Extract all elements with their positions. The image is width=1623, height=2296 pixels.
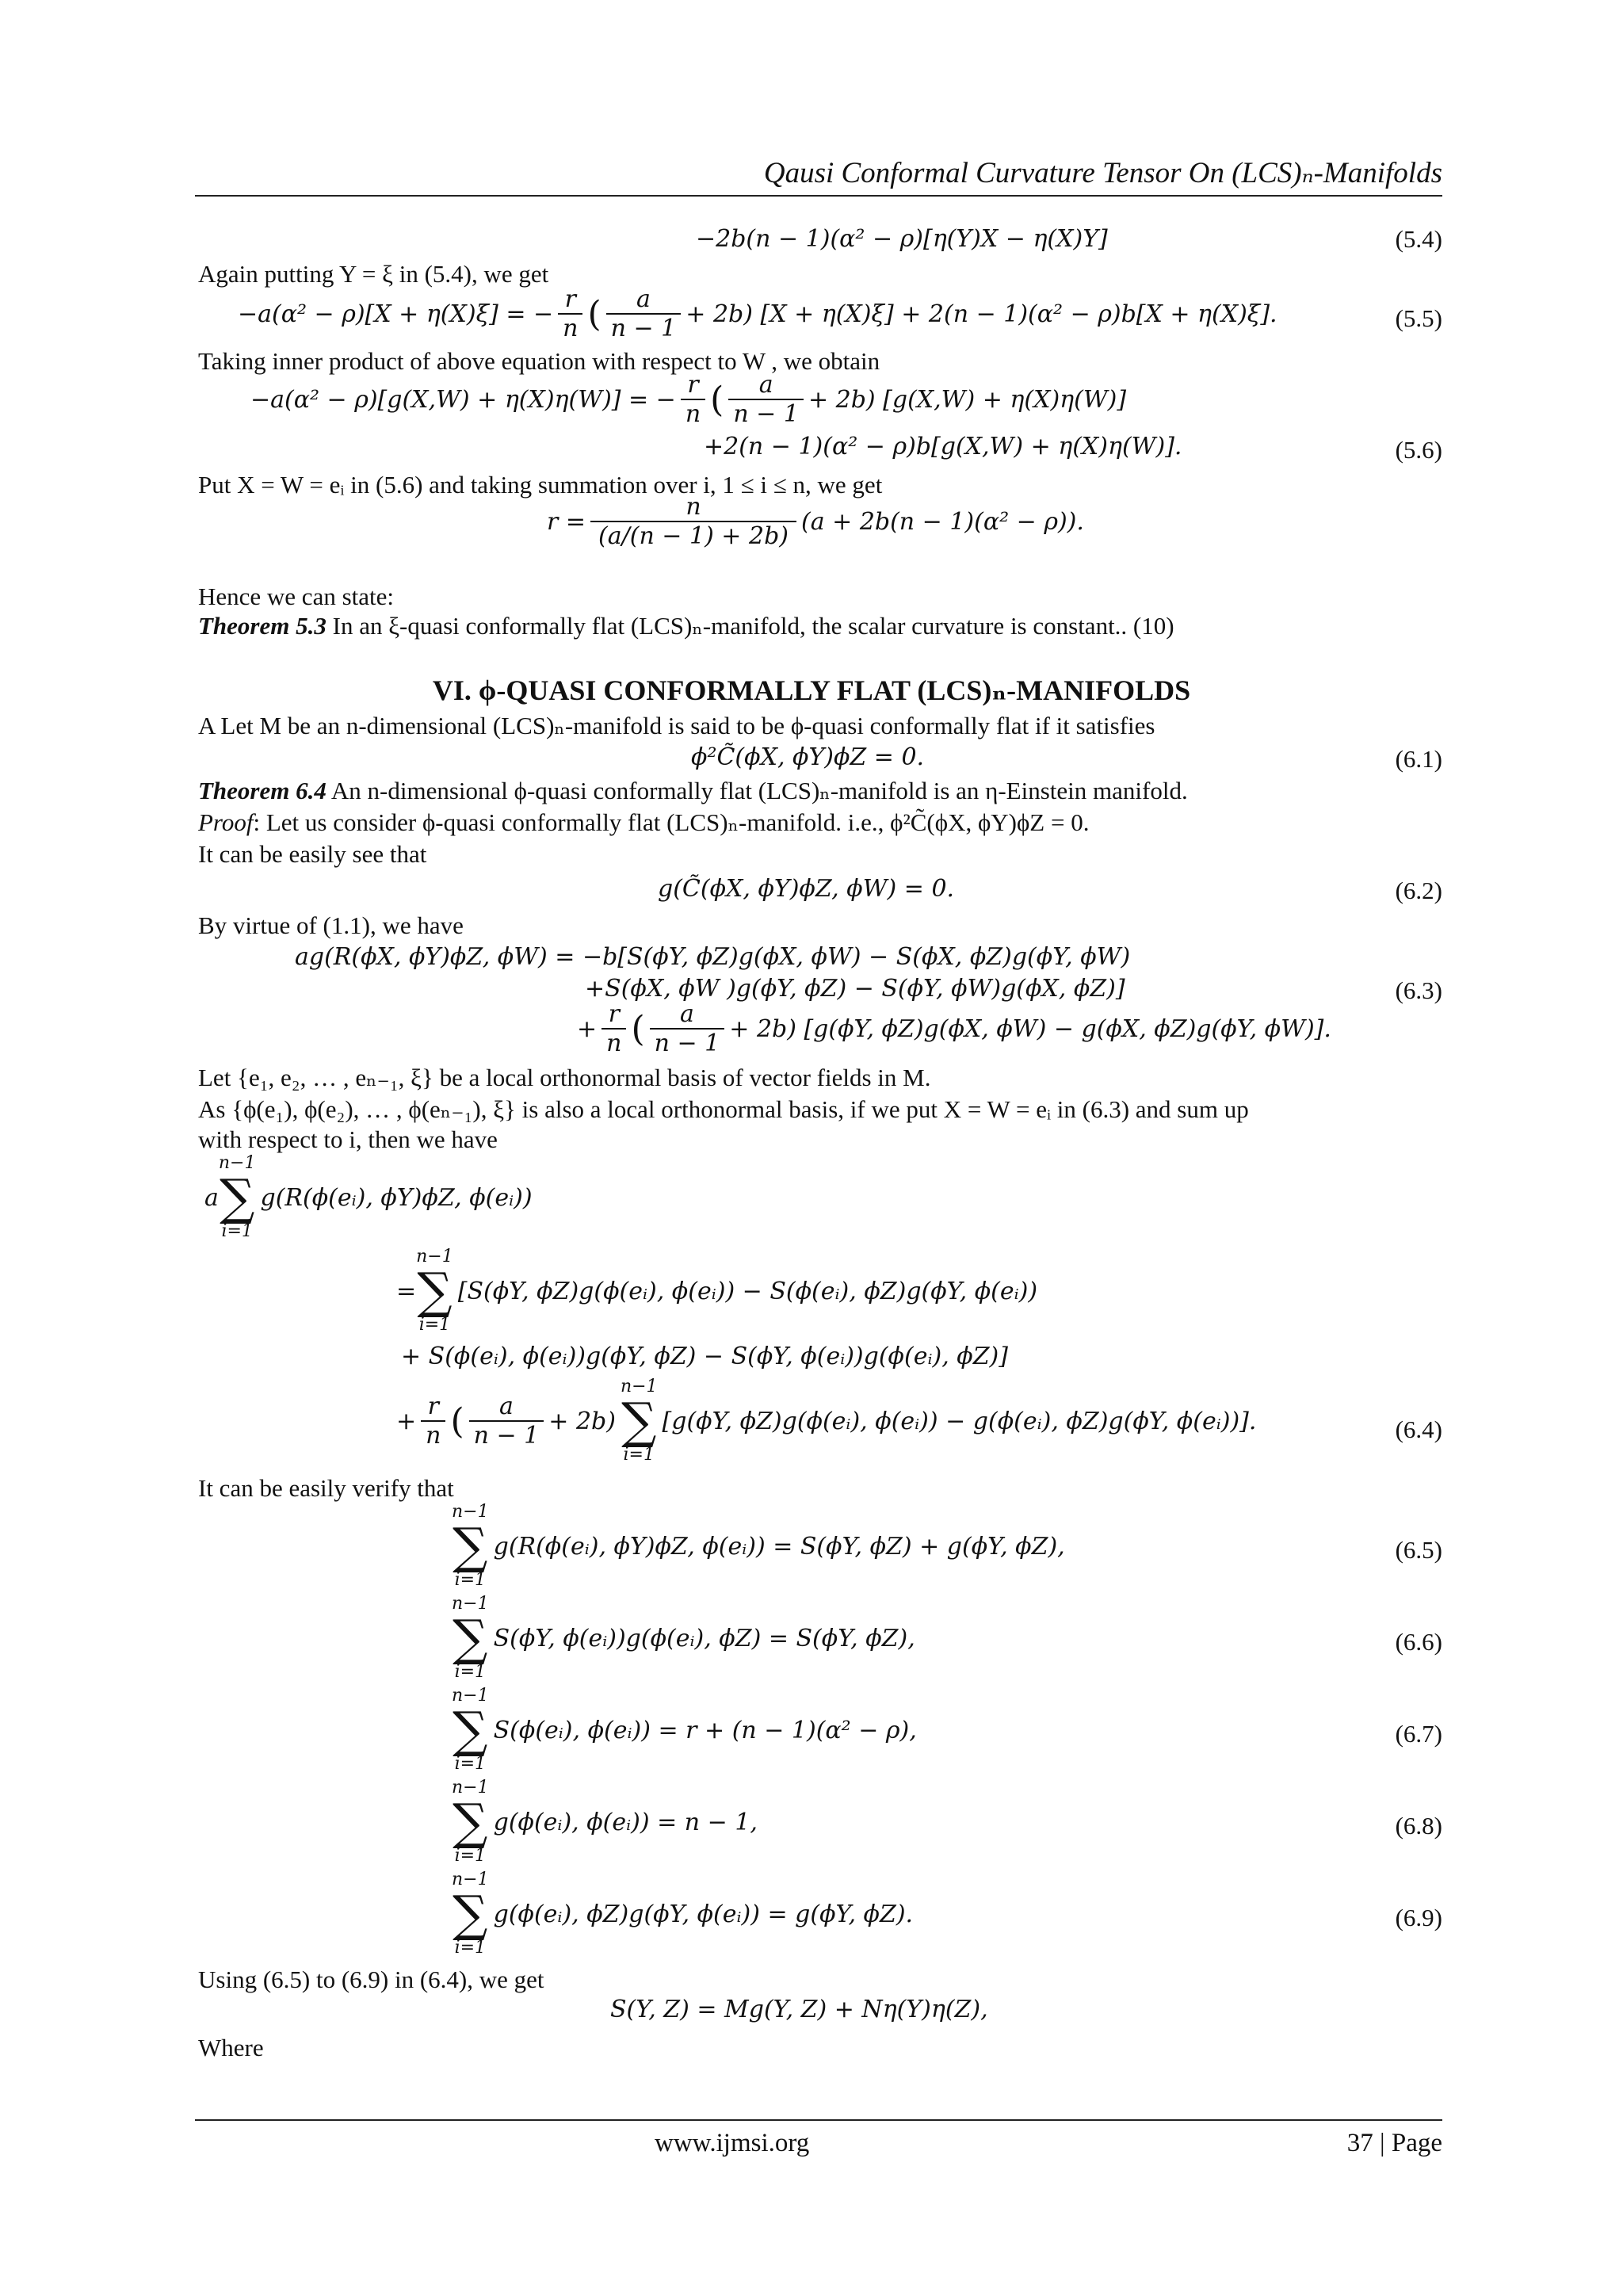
section-heading: VI. ϕ-QUASI CONFORMALLY FLAT (LCS)ₙ-MANIFOLDS xyxy=(432,674,1191,706)
equation-6-7 xyxy=(452,1687,917,1774)
running-header: Qausi Conformal Curvature Tensor On (LCS)ₙ-Manifolds xyxy=(763,157,1442,189)
equation-6-4-line-3: + S(ϕ(eᵢ), ϕ(eᵢ))g(ϕY, ϕZ) − S(ϕY, ϕ(eᵢ))g(ϕ(eᵢ), ϕZ)] xyxy=(401,1343,1008,1370)
sum-lower-limit: i=1 xyxy=(454,1662,487,1682)
equation-number: (6.1) xyxy=(1395,745,1442,773)
sum-lower-limit: i=1 xyxy=(454,1846,487,1866)
sum-upper-limit: n−1 xyxy=(452,1594,489,1614)
denominator: n − 1 xyxy=(469,1420,544,1450)
text-line: Using (6.5) to (6.9) in (6.4), we get xyxy=(198,1966,544,1993)
summation-symbol: n−1 ∑ i=1 xyxy=(218,1153,256,1241)
equation-5-6-line-2: +2(n − 1)(α² − ρ)b[g(X,W) + η(X)η(W)]. xyxy=(704,433,1182,460)
eq-lhs: r = xyxy=(547,507,586,536)
equation-6-4-line-1 xyxy=(204,1154,533,1241)
text-line: Where xyxy=(198,2034,264,2061)
equation-number: (6.8) xyxy=(1395,1812,1442,1839)
eq-term: [S(ϕY, ϕZ)g(ϕ(eᵢ), ϕ(eᵢ)) − S(ϕ(eᵢ), ϕZ)g(ϕY, ϕ(eᵢ)) xyxy=(457,1277,1038,1305)
fraction-r-over-n xyxy=(558,285,582,342)
fraction-r-over-n xyxy=(681,371,705,428)
equation-6-1: ϕ²C̃(ϕX, ϕY)ϕZ = 0. xyxy=(691,743,925,771)
numerator: a xyxy=(499,1392,514,1420)
eq-term: g(ϕ(eᵢ), ϕZ)g(ϕY, ϕ(eᵢ)) = g(ϕY, ϕZ). xyxy=(493,1900,914,1928)
equation-number: (6.2) xyxy=(1395,877,1442,904)
eq-lhs: −a(α² − ρ)[X + η(X)ξ] = − xyxy=(238,300,554,328)
denominator: (a/(n − 1) + 2b) xyxy=(590,521,796,550)
equation-number: (5.6) xyxy=(1395,436,1442,464)
theorem-5-3 xyxy=(198,612,1174,640)
equation-number: (5.4) xyxy=(1395,225,1442,253)
left-paren: ( xyxy=(631,1008,645,1049)
equation-6-9 xyxy=(452,1870,913,1958)
footer-rule xyxy=(195,2119,1442,2121)
fraction-a-over-n-1 xyxy=(650,1000,725,1057)
text-line: Taking inner product of above equation with respect to W , we obtain xyxy=(198,347,880,375)
fraction-a-over-n-1 xyxy=(728,371,804,428)
equation-final: S(Y, Z) = Mg(Y, Z) + Nη(Y)η(Z), xyxy=(610,1996,988,2023)
left-paren: ( xyxy=(587,293,601,334)
theorem-label: Theorem 6.4 xyxy=(198,777,327,804)
equation-number: (6.5) xyxy=(1395,1536,1442,1564)
denominator: n − 1 xyxy=(606,313,682,342)
plus-sign: + xyxy=(577,1014,598,1043)
theorem-text: In an ξ-quasi conformally flat (LCS)ₙ-manifold, the scalar curvature is constant.. (10) xyxy=(326,612,1174,640)
sum-lower-limit: i=1 xyxy=(623,1445,655,1465)
equation-6-5 xyxy=(452,1503,1065,1590)
header-rule xyxy=(195,195,1442,197)
denominator: n xyxy=(681,399,705,428)
fraction-a-over-n-1 xyxy=(469,1392,544,1450)
eq-term: [g(ϕY, ϕZ)g(ϕ(eᵢ), ϕ(eᵢ)) − g(ϕ(eᵢ), ϕZ)g(ϕY, ϕ(eᵢ))]. xyxy=(662,1407,1257,1435)
summation-symbol: n−1 ∑ i=1 xyxy=(452,1594,489,1682)
text-line: Hence we can state: xyxy=(198,583,395,610)
equation-5-5 xyxy=(238,285,1277,342)
sum-upper-limit: n−1 xyxy=(218,1153,256,1173)
eq-term: g(R(ϕ(eᵢ), ϕY)ϕZ, ϕ(eᵢ)) xyxy=(260,1183,533,1212)
denominator: n xyxy=(421,1420,445,1450)
equation-number: (6.9) xyxy=(1395,1904,1442,1931)
eq-term: g(ϕ(eᵢ), ϕ(eᵢ)) = n − 1, xyxy=(493,1808,758,1836)
sum-lower-limit: i=1 xyxy=(454,1754,487,1774)
equation-number: (6.4) xyxy=(1395,1415,1442,1443)
eq-rest: + 2b) [g(X,W) + η(X)η(W)] xyxy=(808,385,1127,414)
sum-upper-limit: n−1 xyxy=(452,1778,489,1797)
summation-symbol: n−1 ∑ i=1 xyxy=(452,1502,489,1590)
summation-symbol: n−1 ∑ i=1 xyxy=(452,1686,489,1774)
eq-rhs: (a + 2b(n − 1)(α² − ρ)). xyxy=(801,507,1084,536)
eq-term: S(ϕY, ϕ(eᵢ))g(ϕ(eᵢ), ϕZ) = S(ϕY, ϕZ), xyxy=(493,1624,915,1652)
equation-number: (6.7) xyxy=(1395,1720,1442,1748)
theorem-text: An n-dimensional ϕ-quasi conformally flat (LCS)ₙ-manifold is an η-Einstein manifold. xyxy=(326,777,1188,804)
numerator: r xyxy=(427,1392,439,1420)
equation-6-3-line-2: +S(ϕX, ϕW )g(ϕY, ϕZ) − S(ϕY, ϕW)g(ϕX, ϕZ)] xyxy=(585,975,1125,1003)
sum-upper-limit: n−1 xyxy=(452,1502,489,1522)
footer-url[interactable]: www.ijmsi.org xyxy=(655,2129,810,2157)
equation-6-3-line-1: ag(R(ϕX, ϕY)ϕZ, ϕW) = −b[S(ϕY, ϕZ)g(ϕX, ϕW) − S(ϕX, ϕZ)g(ϕY, ϕW) xyxy=(295,943,1131,971)
text-line: It can be easily verify that xyxy=(198,1474,454,1502)
equation-number: (6.6) xyxy=(1395,1628,1442,1656)
denominator: n xyxy=(558,313,582,342)
proof-text: : Let us consider ϕ-quasi conformally flat (LCS)ₙ-manifold. i.e., ϕ²C̃(ϕX, ϕY)ϕZ = 0. xyxy=(253,808,1090,836)
sum-upper-limit: n−1 xyxy=(452,1870,489,1889)
text-line: By virtue of (1.1), we have xyxy=(198,911,464,939)
denominator: n − 1 xyxy=(728,399,804,428)
sum-lower-limit: i=1 xyxy=(221,1221,253,1241)
numerator: a xyxy=(636,285,651,313)
equation-6-2: g(C̃(ϕX, ϕY)ϕZ, ϕW) = 0. xyxy=(658,875,955,903)
left-paren: ( xyxy=(710,379,724,420)
equation-number: (5.5) xyxy=(1395,304,1442,332)
equation-scalar-curvature xyxy=(547,493,1084,550)
text-line: A Let M be an n-dimensional (LCS)ₙ-manifold is said to be ϕ-quasi conformally flat if it satisfies xyxy=(198,712,1155,739)
equation-6-8 xyxy=(452,1778,758,1866)
equation-5-6-line-1 xyxy=(250,371,1126,428)
eq-term: S(ϕ(eᵢ), ϕ(eᵢ)) = r + (n − 1)(α² − ρ), xyxy=(493,1716,917,1744)
equation-number: (6.3) xyxy=(1395,976,1442,1004)
text-line: Let {e₁, e₂, … , eₙ₋₁, ξ} be a local orthonormal basis of vector fields in M. xyxy=(198,1064,931,1091)
summation-symbol: n−1 ∑ i=1 xyxy=(416,1247,453,1335)
sum-upper-limit: n−1 xyxy=(620,1377,658,1396)
sum-upper-limit: n−1 xyxy=(416,1247,453,1266)
text-line: with respect to i, then we have xyxy=(198,1125,498,1153)
numerator: r xyxy=(687,371,699,399)
eq-rest: + 2b) [g(ϕY, ϕZ)g(ϕX, ϕW) − g(ϕX, ϕZ)g(ϕY, ϕW)]. xyxy=(729,1014,1331,1043)
equation-6-4-line-4: + $\frac{r}{n}$ ( $\frac{a}{n - 1}$ + 2b) n−1 ∑ i=1 [g(ϕY, ϕZ)g(ϕ(eᵢ), ϕ(eᵢ)) − g(ϕ(eᵢ), ϕZ)g(ϕY, ϕ(eᵢ))]. xyxy=(396,1377,1257,1465)
plus-sign: + xyxy=(396,1407,417,1435)
text-line: Put X = W = eᵢ in (5.6) and taking summation over i, 1 ≤ i ≤ n, we get xyxy=(198,471,883,499)
summation-symbol: n−1 ∑ i=1 xyxy=(620,1377,658,1465)
eq-rest: + 2b) [X + η(X)ξ] + 2(n − 1)(α² − ρ)b[X + η(X)ξ]. xyxy=(685,300,1277,328)
page-number: 37 | Page xyxy=(1346,2129,1442,2157)
equation-6-4-line-2 xyxy=(396,1247,1037,1335)
denominator: n − 1 xyxy=(650,1028,725,1057)
summation-symbol: n−1 ∑ i=1 xyxy=(452,1778,489,1866)
sum-upper-limit: n−1 xyxy=(452,1686,489,1706)
theorem-label: Theorem 5.3 xyxy=(198,612,327,640)
proof-line xyxy=(198,808,1089,837)
equation-6-3-line-3 xyxy=(577,1000,1331,1057)
text-line: Again putting Y = ξ in (5.4), we get xyxy=(198,260,549,288)
text-line: As {ϕ(e₁), ϕ(e₂), … , ϕ(eₙ₋₁), ξ} is also a local orthonormal basis, if we put X = W = eᵢ in (6.3) and sum up xyxy=(198,1095,1249,1123)
left-paren: ( xyxy=(450,1400,464,1442)
coef-a: a xyxy=(204,1183,219,1212)
sum-lower-limit: i=1 xyxy=(454,1938,487,1958)
theorem-6-4 xyxy=(198,777,1188,805)
summation-symbol: n−1 ∑ i=1 xyxy=(452,1870,489,1958)
fraction-n-over-sum xyxy=(590,493,796,550)
eq-lhs: −a(α² − ρ)[g(X,W) + η(X)η(W)] = − xyxy=(250,385,676,414)
denominator: n xyxy=(601,1028,626,1057)
fraction-r-over-n xyxy=(421,1392,445,1450)
text-line: It can be easily see that xyxy=(198,840,427,868)
numerator: r xyxy=(608,1000,620,1028)
numerator: a xyxy=(758,371,773,399)
numerator: r xyxy=(564,285,576,313)
numerator: n xyxy=(685,493,701,521)
sum-lower-limit: i=1 xyxy=(454,1570,487,1590)
equation-5-4-continued: −2b(n − 1)(α² − ρ)[η(Y)X − η(X)Y] xyxy=(696,225,1108,253)
proof-label: Proof xyxy=(198,808,254,836)
numerator: a xyxy=(680,1000,694,1028)
fraction-r-over-n xyxy=(601,1000,626,1057)
equation-6-6 xyxy=(452,1595,915,1682)
equals-sign: = xyxy=(396,1277,417,1305)
sum-lower-limit: i=1 xyxy=(418,1315,451,1335)
fraction-a-over-n-1 xyxy=(606,285,682,342)
eq-term: g(R(ϕ(eᵢ), ϕY)ϕZ, ϕ(eᵢ)) = S(ϕY, ϕZ) + g(ϕY, ϕZ), xyxy=(493,1532,1065,1561)
